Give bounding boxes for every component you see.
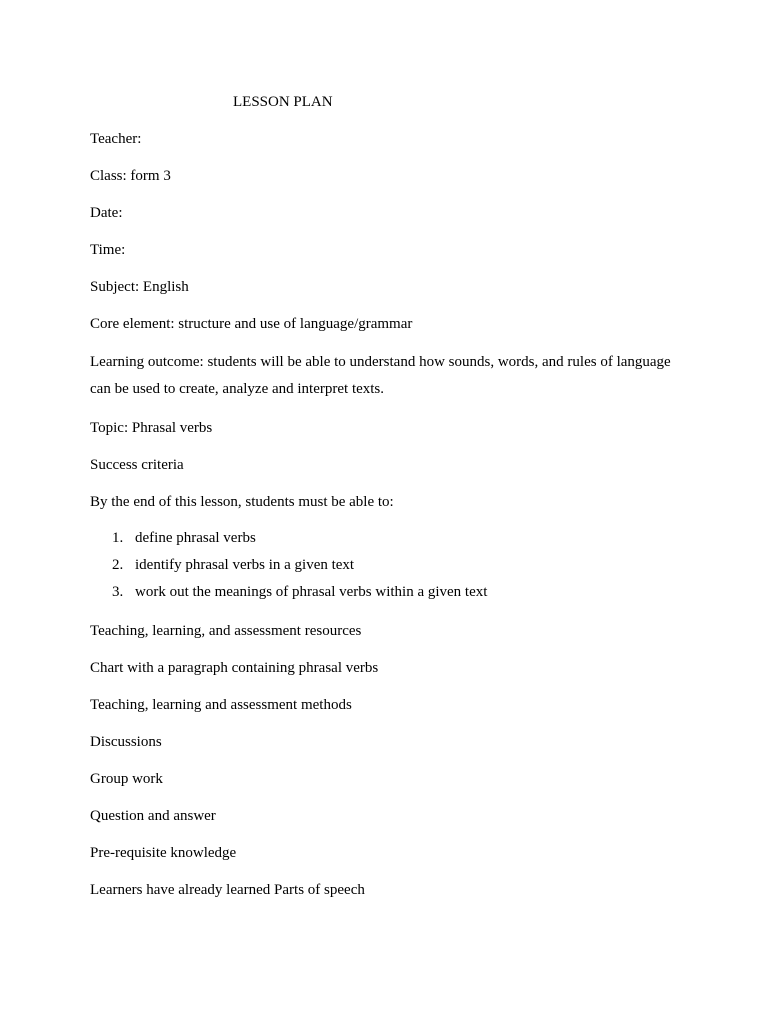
list-item-text: work out the meanings of phrasal verbs within a given text bbox=[135, 584, 488, 600]
list-item-text: identify phrasal verbs in a given text bbox=[135, 557, 355, 573]
method-item: Discussions bbox=[90, 734, 162, 750]
methods-heading: Teaching, learning and assessment methods bbox=[90, 697, 352, 713]
prerequisite-heading: Pre-requisite knowledge bbox=[90, 845, 237, 861]
subject-field: Subject: English bbox=[90, 279, 189, 295]
list-item bbox=[90, 525, 690, 552]
core-element-field: Core element: structure and use of language/grammar bbox=[90, 316, 413, 332]
topic-field: Topic: Phrasal verbs bbox=[90, 420, 213, 436]
teacher-field: Teacher: bbox=[90, 131, 142, 147]
success-criteria-intro: By the end of this lesson, students must be able to: bbox=[90, 494, 394, 510]
list-item bbox=[90, 579, 690, 606]
resources-heading: Teaching, learning, and assessment resources bbox=[90, 623, 362, 639]
list-item-number: 3. bbox=[112, 584, 124, 600]
list-item-number: 2. bbox=[112, 557, 124, 573]
learning-outcome-field: Learning outcome: students will be able to understand how sounds, words, and rules of language can be used to create, analyze and interpret texts. bbox=[90, 354, 671, 397]
resources-text: Chart with a paragraph containing phrasal verbs bbox=[90, 660, 379, 676]
document-page bbox=[90, 90, 690, 902]
list-item-number: 1. bbox=[112, 530, 124, 546]
success-criteria-heading: Success criteria bbox=[90, 457, 184, 473]
list-item-text: define phrasal verbs bbox=[135, 530, 256, 546]
date-field: Date: bbox=[90, 205, 123, 221]
success-criteria-list bbox=[90, 525, 690, 606]
prerequisite-text: Learners have already learned Parts of speech bbox=[90, 882, 365, 898]
method-item: Group work bbox=[90, 771, 163, 787]
list-item bbox=[90, 552, 690, 579]
time-field: Time: bbox=[90, 242, 126, 258]
class-field: Class: form 3 bbox=[90, 168, 171, 184]
document-title: LESSON PLAN bbox=[233, 94, 333, 110]
method-item: Question and answer bbox=[90, 808, 216, 824]
